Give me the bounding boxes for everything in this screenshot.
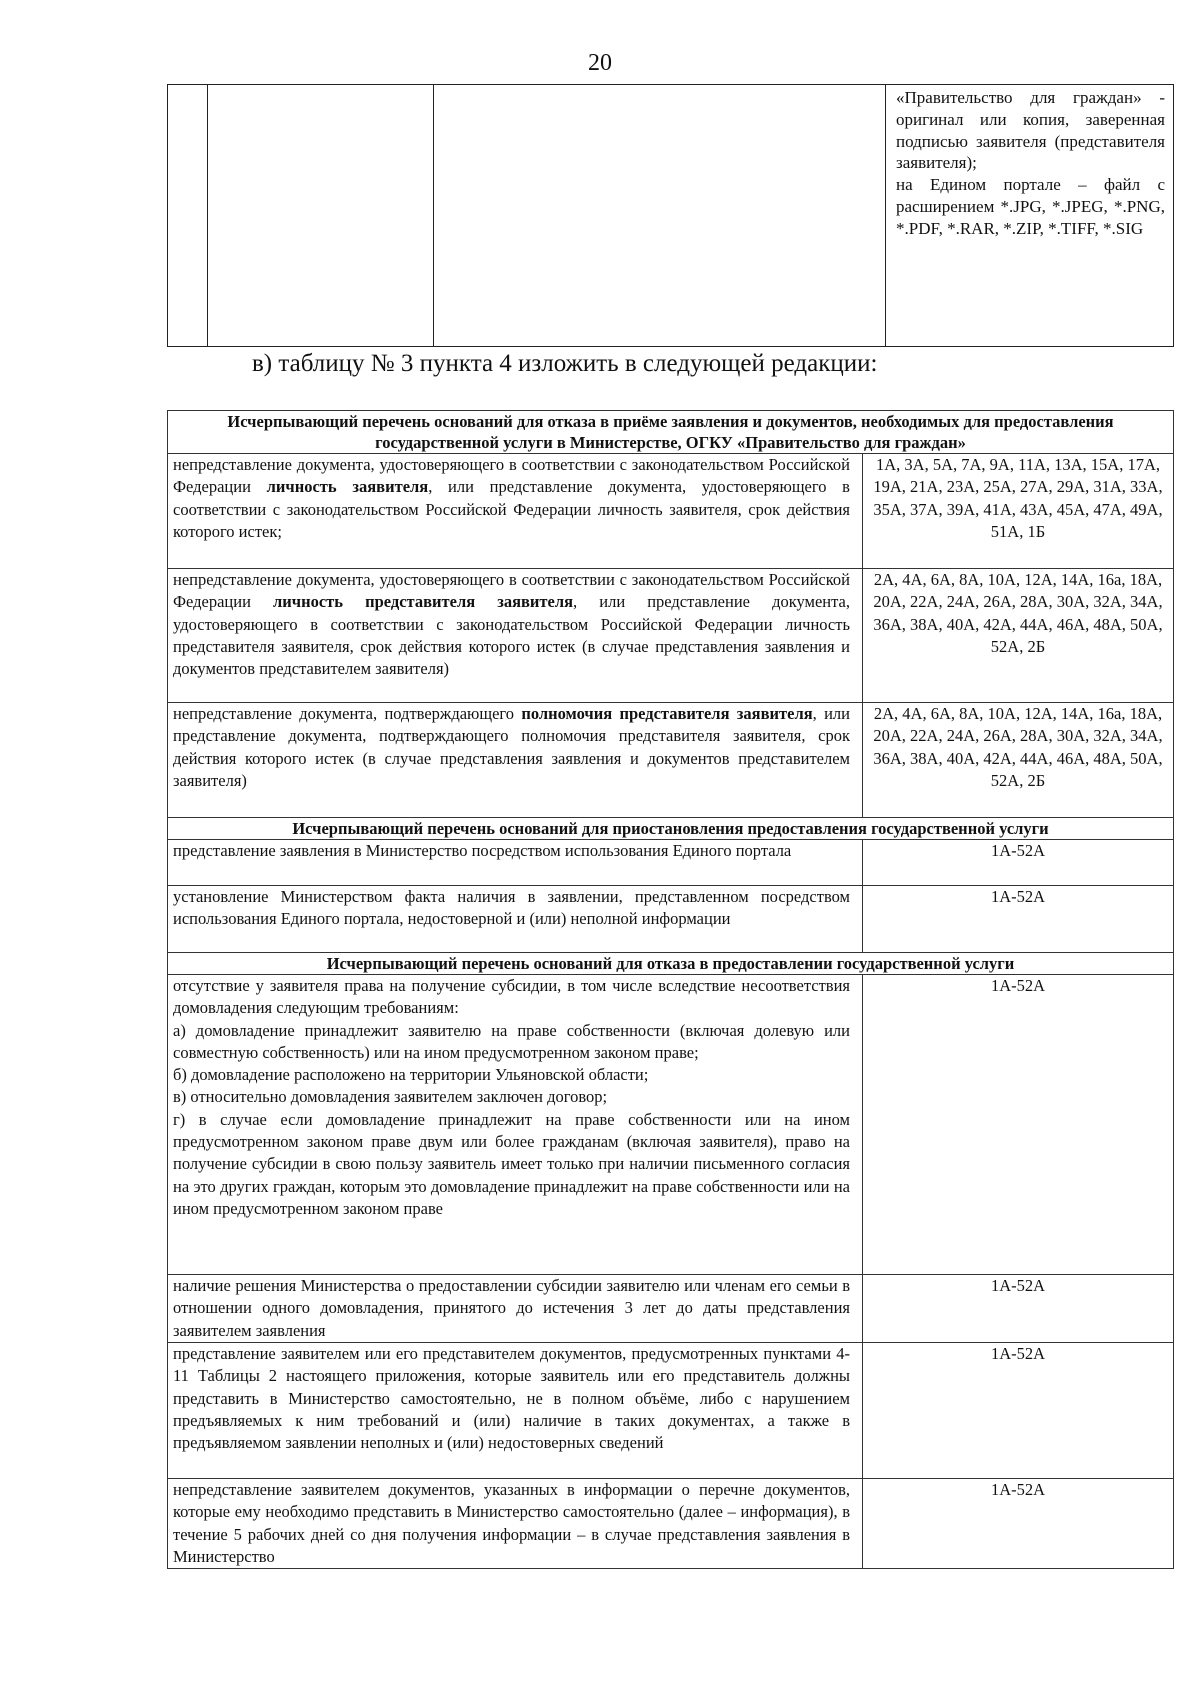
reason-cell: установление Министерством факта наличия в заявлении, представленном посредством использования Единого портала, недостоверной и (или) неполной информации bbox=[168, 886, 863, 953]
table-row bbox=[168, 454, 1174, 569]
section-title-suspension: Исчерпывающий перечень оснований для приостановления предоставления государственной услуги bbox=[168, 818, 1174, 840]
codes-cell: 1А-52А bbox=[863, 975, 1174, 1275]
reason-cell: непредставление заявителем документов, указанных в информации о перечне документов, которые ему необходимо представить в Министерство самостоятельно (далее – информация), в течение 5 рабочих дней со дня получения информации – в случае представления заявления в Министерство bbox=[168, 1479, 863, 1569]
reason-paragraph: отсутствие у заявителя права на получение субсидии, в том числе вследствие несоответствия домовладения следующим требованиям: bbox=[173, 976, 850, 1018]
empty-cell bbox=[168, 85, 208, 347]
section-title-refusal-acceptance: Исчерпывающий перечень оснований для отказа в приёме заявления и документов, необходимых для предоставления государственной услуги в Министерстве, ОГКУ «Правительство для граждан» bbox=[168, 411, 1174, 454]
reason-paragraph: в) относительно домовладения заявителем заключен договор; bbox=[173, 1087, 608, 1107]
reason-cell: непредставление документа, удостоверяющего в соответствии с законодательством Российской Федерации личность заявителя, или представление документа, удостоверяющего в соответствии с законодательством Российской Федерации личность заявителя, срок действия которого истек; bbox=[168, 454, 863, 569]
page-number: 20 bbox=[588, 50, 612, 76]
section-header-row bbox=[168, 953, 1174, 975]
reason-cell: наличие решения Министерства о предоставлении субсидии заявителю или членам его семьи в отношении одного домовладения, принятого до истечения 3 лет до даты представления заявителем заявления bbox=[168, 1275, 863, 1343]
table-row bbox=[168, 840, 1174, 886]
table-row bbox=[168, 1343, 1174, 1479]
amendment-instruction: в) таблицу № 3 пункта 4 изложить в следующей редакции: bbox=[252, 350, 878, 377]
section-header-row bbox=[168, 411, 1174, 454]
reason-paragraph: б) домовладение расположено на территории Ульяновской области; bbox=[173, 1065, 649, 1085]
codes-cell: 2А, 4А, 6А, 8А, 10А, 12А, 14А, 16а, 18А, 20А, 22А, 24А, 26А, 28А, 30А, 32А, 34А, 36А, 38А, 40А, 42А, 44А, 46А, 48А, 50А, 52А, 2Б bbox=[863, 569, 1174, 703]
table-row bbox=[168, 1479, 1174, 1569]
document-format-cell bbox=[886, 85, 1174, 347]
codes-cell: 1А-52А bbox=[863, 1275, 1174, 1343]
codes-cell: 2А, 4А, 6А, 8А, 10А, 12А, 14А, 16а, 18А, 20А, 22А, 24А, 26А, 28А, 30А, 32А, 34А, 36А, 38А, 40А, 42А, 44А, 46А, 48А, 50А, 52А, 2Б bbox=[863, 703, 1174, 818]
reason-cell: непредставление документа, удостоверяющего в соответствии с законодательством Российской Федерации личность представителя заявителя, или представление документа, удостоверяющего в соответствии с законодательством Российской Федерации личность представителя заявителя, срок действия которого истек (в случае представления заявления и документов представителем заявителя) bbox=[168, 569, 863, 703]
reason-paragraph: г) в случае если домовладение принадлежит на праве собственности или на ином предусмотренном законом праве двум или более гражданам (включая заявителя), право на получение субсидии в свою пользу заявитель имеет только при наличии письменного согласия на это других граждан, которым это домовладение принадлежит на праве собственности или на ином предусмотренном законом праве bbox=[173, 1109, 850, 1218]
reason-cell: представление заявления в Министерство посредством использования Единого портала bbox=[168, 840, 863, 886]
reason-paragraph: а) домовладение принадлежит заявителю на праве собственности (включая долевую или совместную собственность) или на ином предусмотренном законом праве; bbox=[173, 1020, 850, 1062]
empty-cell bbox=[208, 85, 434, 347]
table-row bbox=[168, 886, 1174, 953]
continuation-table bbox=[167, 84, 1174, 347]
table-row bbox=[168, 703, 1174, 818]
table-row bbox=[168, 569, 1174, 703]
reason-cell: представление заявителем или его представителем документов, предусмотренных пунктами 4-11 Таблицы 2 настоящего приложения, которые заявитель или его представитель должны представить в Министерство самостоятельно, не в полном объёме, либо с нарушением предъявляемых к ним требований и (или) наличие в таких документах, а также в предъявляемом заявлении неполных и (или) недостоверных сведений bbox=[168, 1343, 863, 1479]
reason-cell: непредставление документа, подтверждающего полномочия представителя заявителя, или представление документа, подтверждающего полномочия представителя заявителя, срок действия которого истек (в случае представления заявления и документов представителем заявителя) bbox=[168, 703, 863, 818]
codes-cell: 1А-52А bbox=[863, 1479, 1174, 1569]
section-header-row bbox=[168, 818, 1174, 840]
reason-cell bbox=[168, 975, 863, 1275]
grounds-table bbox=[167, 410, 1174, 1569]
empty-cell bbox=[434, 85, 886, 347]
section-title-refusal-service: Исчерпывающий перечень оснований для отказа в предоставлении государственной услуги bbox=[168, 953, 1174, 975]
codes-cell: 1А-52А bbox=[863, 1343, 1174, 1479]
codes-cell: 1А, 3А, 5А, 7А, 9А, 11А, 13А, 15А, 17А, 19А, 21А, 23А, 25А, 27А, 29А, 31А, 33А, 35А, 37А, 39А, 41А, 43А, 45А, 47А, 49А, 51А, 1Б bbox=[863, 454, 1174, 569]
table-row bbox=[168, 1275, 1174, 1343]
document-format-text: «Правительство для граждан» - оригинал или копия, заверенная подписью заявителя (представителя заявителя); на Едином портале – файл с расширением *.JPG, *.JPEG, *.PNG, *.PDF, *.RAR, *.ZIP, *.TIFF, *.SIG bbox=[896, 88, 1165, 238]
codes-cell: 1А-52А bbox=[863, 886, 1174, 953]
codes-cell: 1А-52А bbox=[863, 840, 1174, 886]
table-row bbox=[168, 975, 1174, 1275]
